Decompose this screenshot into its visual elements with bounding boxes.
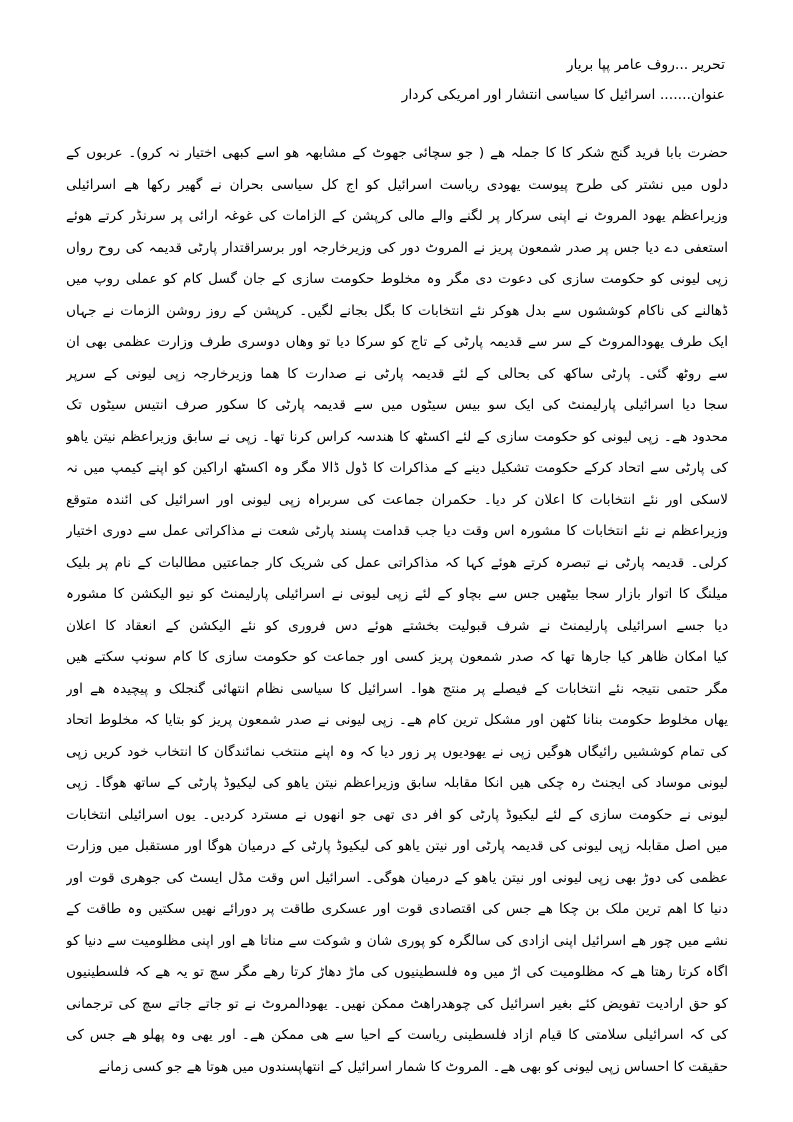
body-line: ایک طرف یھودالمروٹ کے سر سے قدیمہ پارٹی کے تاج کو سرکا دیا تو وھاں دوسری طرف وزارت عظمی بھی ان [66, 334, 728, 350]
body-line: میں اصل مقابلہ زپی لیونی کی قدیمہ پارٹی اور نیتن یاھو کی لیکیوڈ پارٹی کے درمیان ھوگا اور مستقبل میں وزارت [66, 838, 728, 854]
body-line: یھاں مخلوط حکومت بنانا کٹھن اور مشکل ترین کام ھے۔ زپی لیونی نے صدر شمعون پریز کو بتایا کہ مخلوط اتحاد [66, 712, 728, 728]
body-line: سجا دیا اسرائیلی پارلیمنٹ کی ایک سو بیس سیٹوں میں سے قدیمہ پارٹی کا سکور صرف انتیس سیٹوں تک [66, 397, 728, 413]
body-line: استعفی دے دیا جس پر صدر شمعون پریز نے المروٹ دور کی وزیرخارجہ اور برسراقتدار پارٹی قدیمہ کی روح رواں [66, 239, 728, 256]
body-line: حضرت بابا فرید گنج شکر کا کا جملہ ھے ( جو سچائی جھوٹ کے مشابھہ ھو اسے کبھی اختیار نہ کرو)۔ عربوں کے [66, 145, 728, 161]
body-line: کی پارٹی سے اتحاد کرکے حکومت تشکیل دینے کے مذاکرات کا ڈول ڈالا مگر وہ اکسٹھ اراکین کو اپنے کیمپ میں نہ [66, 460, 728, 476]
body-line: اگاہ کرتا رھتا ھے کہ مظلومیت کی اڑ میں وہ فلسطینیوں کی ماڑ دھاڑ کرتا رھے مگر سچ تو یہ ھے کہ فلسطینیوں [66, 964, 728, 980]
body-line: وزیراعظم یھود المروٹ نے اپنی سرکار پر لگنے والے مالی کرپشن کے الزامات کی غوغہ ارائی پر سرنڈر کرتے ھوئے [66, 208, 728, 224]
body-line: لاسکی اور نئے انتخابات کا اعلان کر دیا۔ حکمران جماعت کی سربراہ زپی لیونی اور اسرائیل کی ائندہ متوقع [66, 491, 728, 508]
body-line: زپی لیونی کو حکومت سازی کی دعوت دی مگر وہ مخلوط حکومت سازی کے جان گسل کام کو عملی روپ میں [66, 271, 728, 287]
body-line: ڈھالنے کی ناکام کوششوں سے بدل ھوکر نئے انتخابات کا بگل بجانے لگیں۔ کرپشن کے روز روشن الزمات نے جہاں [66, 302, 728, 319]
body-line: لیونی موساد کی ایجنٹ رہ چکی ھیں انکا مقابلہ سابق وزیراعظم نیتن یاھو کی لیکیوڈ پارٹی کے ساتھ ھوگا۔ زپی [66, 775, 728, 791]
body-line: نشے میں چور ھے اسرائیل اپنی ازادی کی سالگرہ کو پوری شان و شوکت سے مناتا ھے اور اپنی مظلومیت سے دنیا کو [66, 932, 728, 949]
body-line: دیا جسے اسرائیلی پارلیمنٹ نے شرف قبولیت بخشتے ھوئے دس فروری کو نئے الیکشن کے انعقاد کا اعلان [66, 617, 728, 634]
body-line: سے روٹھ گئی۔ پارٹی ساکھ کی بحالی کے لئے قدیمہ پارٹی نے صدارت کا ھما وزیرخارجہ زپی لیونی کے سرپر [66, 365, 728, 382]
body-line: محدود ھے۔ زپی لیونی کو حکومت سازی کے لئے اکسٹھ کا ھندسہ کراس کرنا تھا۔ زپی نے سابق وزیراعظم نیتن یاھو [66, 428, 728, 445]
body-line: میلنگ کا اتوار بازار سجا بیٹھیں جس سے بچاو کے لئے زپی لیونی نے اسرائیلی پارلیمنٹ کو نیو الیکشن کا مشورہ [66, 586, 728, 602]
body-line: حقیقت کا احساس زپی لیونی کو بھی ھے۔ المروٹ کا شمار اسرائیل کے انتھاپسندوں میں ھوتا ھے جو کسی زمانے [98, 1058, 728, 1075]
body-line: کو حق ارادیت تفویض کئے بغیر اسرائیل کی چوھدراھٹ ممکن نھیں۔ یھودالمروٹ نے تو جاتے جاتے سچ کی ترجمانی [66, 995, 728, 1012]
article-body [66, 138, 728, 1083]
body-line: عظمی کی دوڑ بھی زپی لیونی اور نیتن یاھو کے درمیان ھوگی۔ اسرائیل اس وقت مڈل ایسٹ کی جوھری قوت اور [66, 869, 728, 886]
body-line: مگر حتمی نتیجہ نئے انتخابات کے فیصلے پر منتج ھوا۔ اسرائیل کا سیاسی نظام انتھائی گنجلک و پیچیدہ ھے اور [66, 680, 728, 697]
body-line: کرلی۔ قدیمہ پارٹی نے تبصرہ کرتے ھوئے کہا کہ مذاکراتی عمل کی شریک کار جماعتیں مطالبات کے نام پر بلیک [66, 554, 728, 571]
body-line: کیا امکان ظاھر کیا جارھا تھا کہ صدر شمعون پریز کسی اور جماعت کو حکومت سازی کا کام سونپ سکتے ھیں [66, 649, 728, 665]
body-line: وزیراعظم نے نئے انتخابات کا مشورہ اس وقت دیا جب قدامت پسند پارٹی شعت نے مذاکراتی عمل سے دوری اختیار [66, 523, 728, 539]
body-line: کی تمام کوششیں رائیگاں ھوگیں زپی نے یھودیوں پر زور دیا کہ وہ اپنے منتخب نمائندگان کا انتخاب خود کریں زپی [66, 743, 728, 760]
author-line: تحریر ...روف عامر پپا بریار [566, 57, 725, 73]
title-line: عنوان....... اسرائیل کا سیاسی انتشار اور امریکی کردار [401, 87, 725, 103]
body-line: کی کہ اسرائیلی سلامتی کا قیام ازاد فلسطینی ریاست کے احیا سے ھی ممکن ھے۔ اور یھی وہ پھلو ھے جس کی [66, 1027, 728, 1043]
body-line: دلوں میں نشتر کی طرح پیوست یھودی ریاست اسرائیل کو اج کل سیاسی بحران نے گھیر رکھا ھے اسرائیلی [66, 176, 728, 193]
body-line: دنیا کا اھم ترین ملک بن چکا ھے جس کی اقتصادی قوت اور عسکری طاقت پر دورائے نھیں سکتیں وہ طاقت کے [66, 901, 728, 917]
body-line: لیونی نے حکومت سازی کے لئے لیکیوڈ پارٹی کو افر دی تھی جو انھوں نے مسترد کردیں۔ یوں اسرائیلی انتخابات [66, 806, 728, 823]
document-header [75, 50, 725, 110]
